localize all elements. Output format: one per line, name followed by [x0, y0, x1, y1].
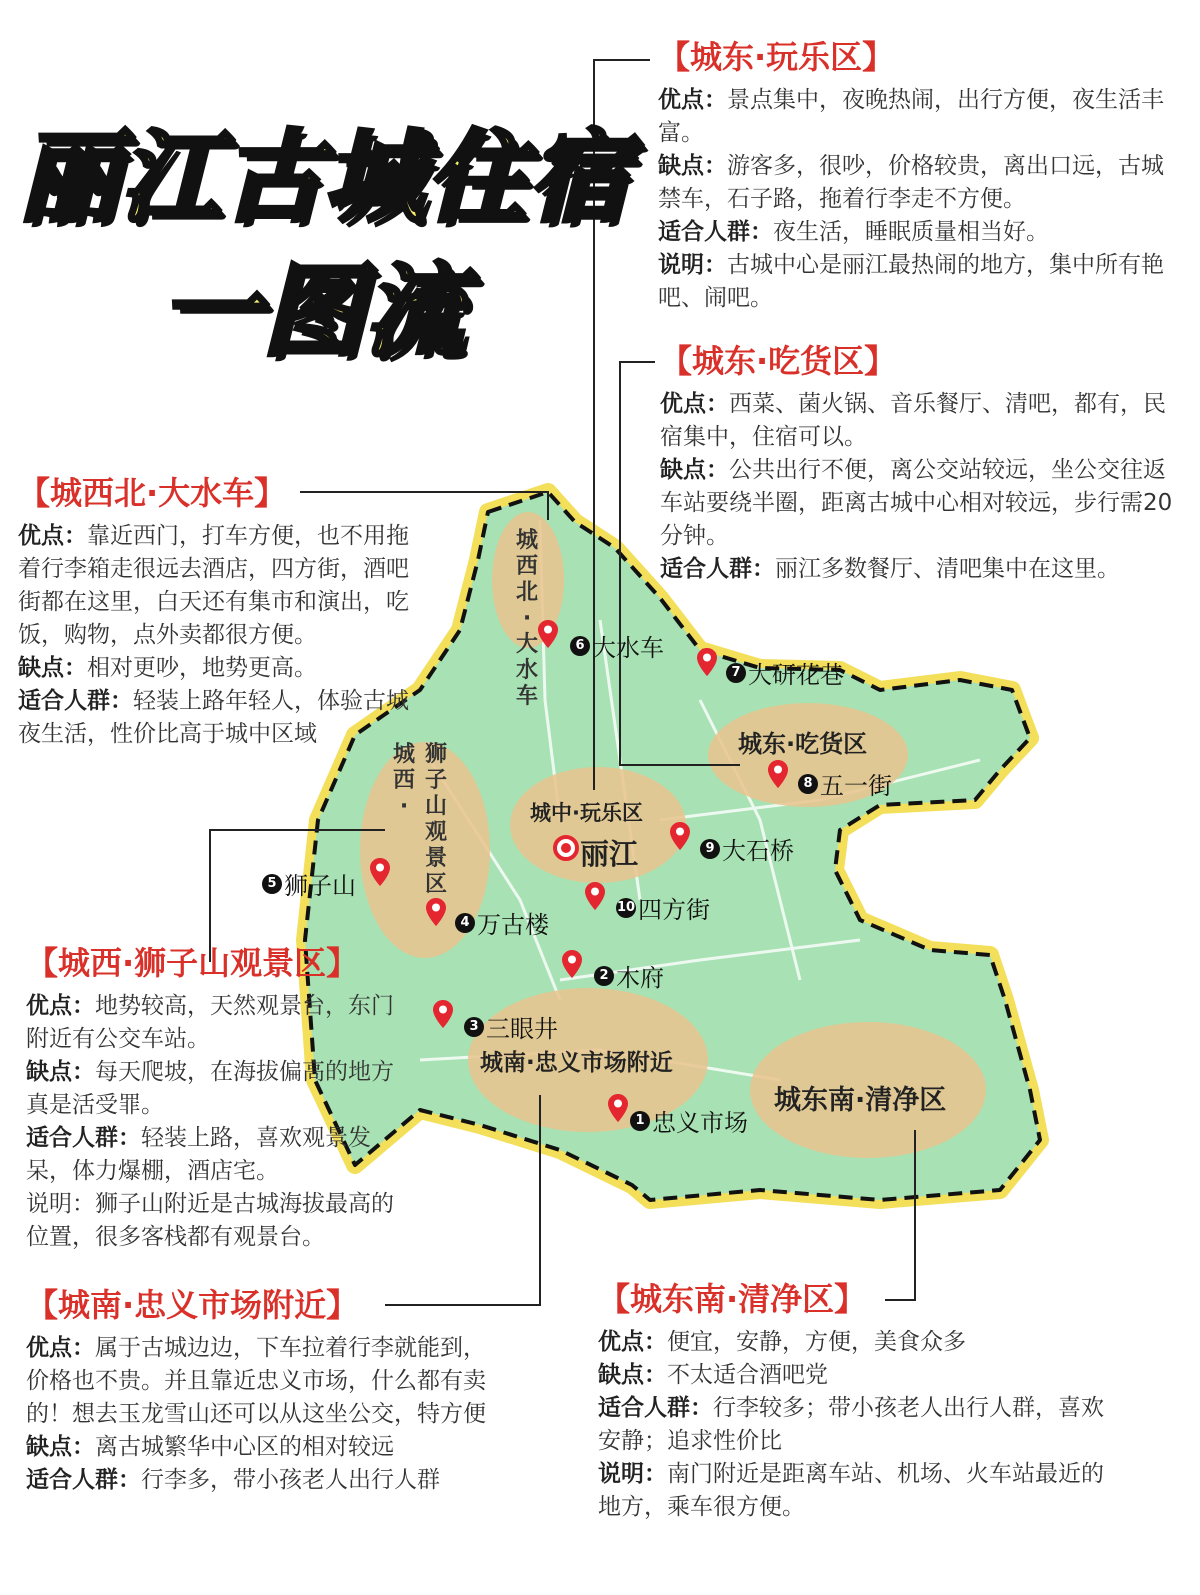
row-value: 夜生活，睡眠质量相当好。	[773, 219, 1049, 245]
page-title: 丽江古城住宿	[18, 119, 630, 236]
row-key: 优点：	[26, 1335, 95, 1361]
panel-row	[26, 990, 406, 1056]
row-value: 丽江多数餐厅、清吧集中在这里。	[775, 556, 1120, 582]
poi-number: 2	[594, 966, 614, 986]
poi-name: 木府	[616, 964, 664, 992]
panel-row	[658, 84, 1178, 150]
row-key: 适合人群：	[18, 688, 133, 714]
row-value: 不太适合酒吧党	[667, 1362, 828, 1388]
panel-row	[658, 150, 1178, 216]
row-value: 说明：狮子山附近是古城海拔最高的位置，很多客栈都有观景台。	[26, 1191, 394, 1250]
row-key: 说明：	[658, 252, 727, 278]
row-key: 缺点：	[26, 1434, 95, 1460]
row-key: 缺点：	[26, 1059, 95, 1085]
map-pin-icon	[426, 898, 446, 926]
panel-row	[26, 1188, 406, 1254]
panel-row	[26, 1056, 406, 1122]
map-pin-icon	[608, 1094, 628, 1122]
poi-name: 忠义市场	[652, 1109, 748, 1137]
panel-southeast	[598, 1278, 1118, 1524]
poi-label	[262, 866, 356, 901]
panel-row	[660, 454, 1180, 553]
row-value: 景点集中，夜晚热闹，出行方便，夜生活丰富。	[658, 87, 1164, 146]
panel-east-fun	[658, 36, 1178, 315]
row-key: 适合人群：	[598, 1395, 713, 1421]
row-key: 优点：	[18, 523, 87, 549]
row-value: 地势较高，天然观景台，东门附近有公交车站。	[26, 993, 394, 1052]
zone-label-south: 城南·忠义市场附近	[480, 1050, 673, 1076]
panel-heading: 【城西北·大水车】	[18, 474, 287, 512]
row-value: 相对更吵，地势更高。	[87, 655, 317, 681]
lijiang-label: 丽江	[580, 837, 639, 871]
row-value: 西菜、菌火锅、音乐餐厅、清吧，都有，民宿集中，住宿可以。	[660, 391, 1166, 450]
panel-northwest	[18, 472, 428, 751]
page-subtitle: 一图流	[160, 253, 466, 370]
panel-row	[658, 249, 1178, 315]
panel-heading: 【城南·忠义市场附近】	[26, 1286, 359, 1324]
poi-name: 大研花巷	[748, 661, 844, 689]
poi-number: 8	[798, 774, 818, 794]
panel-row	[598, 1392, 1118, 1458]
row-value: 公共出行不便，离公交站较远，坐公交往返车站要绕半圈，距离古城中心相对较远，步行需20分钟。	[660, 457, 1173, 549]
row-key: 适合人群：	[658, 219, 773, 245]
poi-number: 9	[700, 839, 720, 859]
panel-row	[598, 1359, 1118, 1392]
row-value: 轻装上路，喜欢观景发呆，体力爆棚，酒店宅。	[26, 1125, 371, 1184]
map-pin-icon	[370, 858, 390, 886]
row-key: 优点：	[660, 391, 729, 417]
row-key: 适合人群：	[26, 1467, 141, 1493]
zone-label-center: 城中·玩乐区	[530, 801, 643, 825]
zone-label-northwest: 城西北·大水车	[515, 528, 538, 709]
panel-row	[26, 1464, 486, 1497]
row-value: 南门附近是距离车站、机场、火车站最近的地方，乘车很方便。	[598, 1461, 1104, 1520]
row-key: 优点：	[26, 993, 95, 1019]
row-key: 缺点：	[660, 457, 729, 483]
zone-label-southeast: 城东南·清净区	[774, 1085, 947, 1116]
panel-row	[18, 685, 428, 751]
panel-heading: 【城东南·清净区】	[598, 1280, 867, 1318]
map-pin-icon	[433, 1000, 453, 1028]
zone-label-east-food: 城东·吃货区	[738, 730, 868, 758]
row-value: 离古城繁华中心区的相对较远	[95, 1434, 394, 1460]
map-pin-icon	[768, 760, 788, 788]
poi-label	[726, 655, 844, 690]
zone-label-west-b: 狮子山观景区	[424, 742, 447, 897]
map-pin-icon	[670, 822, 690, 850]
poi-number: 5	[262, 874, 282, 894]
poi-label	[616, 890, 710, 925]
row-key: 缺点：	[658, 153, 727, 179]
row-value: 行李较多；带小孩老人出行人群，喜欢安静；追求性价比	[598, 1395, 1104, 1454]
poi-label	[630, 1103, 748, 1138]
map-pin-icon	[562, 950, 582, 978]
poi-name: 大水车	[592, 634, 664, 662]
poi-number: 7	[726, 663, 746, 683]
poi-label	[455, 905, 549, 940]
poi-number: 4	[455, 913, 475, 933]
row-key: 适合人群：	[26, 1125, 141, 1151]
poi-name: 四方街	[638, 896, 710, 924]
row-value: 每天爬坡，在海拔偏高的地方真是活受罪。	[26, 1059, 394, 1118]
panel-south	[26, 1284, 486, 1497]
panel-row	[660, 388, 1180, 454]
row-key: 优点：	[598, 1329, 667, 1355]
panel-row	[26, 1122, 406, 1188]
row-value: 便宜，安静，方便，美食众多	[667, 1329, 966, 1355]
poi-number: 3	[464, 1017, 484, 1037]
poi-label	[570, 628, 664, 663]
poi-name: 万古楼	[477, 911, 549, 939]
panel-row	[18, 520, 428, 652]
panel-east-food	[660, 340, 1180, 586]
row-value: 靠近西门，打车方便，也不用拖着行李箱走很远去酒店，四方街，酒吧街都在这里，白天还有集市和演出，吃饭，购物，点外卖都很方便。	[18, 523, 409, 648]
map-pin-icon	[697, 648, 717, 676]
panel-row	[598, 1326, 1118, 1359]
poi-number: 1	[630, 1111, 650, 1131]
poi-label	[700, 831, 794, 866]
panel-row	[598, 1458, 1118, 1524]
panel-row	[26, 1431, 486, 1464]
poi-label	[798, 766, 892, 801]
poi-name: 大石桥	[722, 837, 794, 865]
poi-number: 6	[570, 636, 590, 656]
map-pin-icon	[585, 882, 605, 910]
panel-west	[26, 942, 406, 1254]
panel-row	[26, 1332, 486, 1431]
row-key: 适合人群：	[660, 556, 775, 582]
panel-heading: 【城东·吃货区】	[660, 342, 897, 380]
row-value: 游客多，很吵，价格较贵，离出口远，古城禁车，石子路，拖着行李走不方便。	[658, 153, 1164, 212]
row-value: 属于古城边边，下车拉着行李就能到，价格也不贵。并且靠近忠义市场，什么都有卖的！想去玉龙雪山还可以从这坐公交，特方便	[26, 1335, 486, 1427]
poi-label	[594, 958, 664, 993]
zone-label-west-a: 城西·	[392, 742, 415, 819]
poi-name: 五一街	[820, 772, 892, 800]
row-key: 缺点：	[18, 655, 87, 681]
panel-heading: 【城东·玩乐区】	[658, 38, 895, 76]
row-key: 说明：	[598, 1461, 667, 1487]
poi-name: 狮子山	[284, 872, 356, 900]
panel-heading: 【城西·狮子山观景区】	[26, 944, 359, 982]
panel-row	[18, 652, 428, 685]
poi-number: 10	[616, 898, 636, 918]
row-value: 古城中心是丽江最热闹的地方，集中所有艳吧、闹吧。	[658, 252, 1164, 311]
poi-name: 三眼井	[486, 1015, 558, 1043]
row-key: 缺点：	[598, 1362, 667, 1388]
map-pin-icon	[538, 620, 558, 648]
row-key: 优点：	[658, 87, 727, 113]
poi-label	[464, 1009, 558, 1044]
panel-row	[658, 216, 1178, 249]
row-value: 行李多，带小孩老人出行人群	[141, 1467, 440, 1493]
row-value: 轻装上路年轻人，体验古城夜生活，性价比高于城中区域	[18, 688, 409, 747]
panel-row	[660, 553, 1180, 586]
